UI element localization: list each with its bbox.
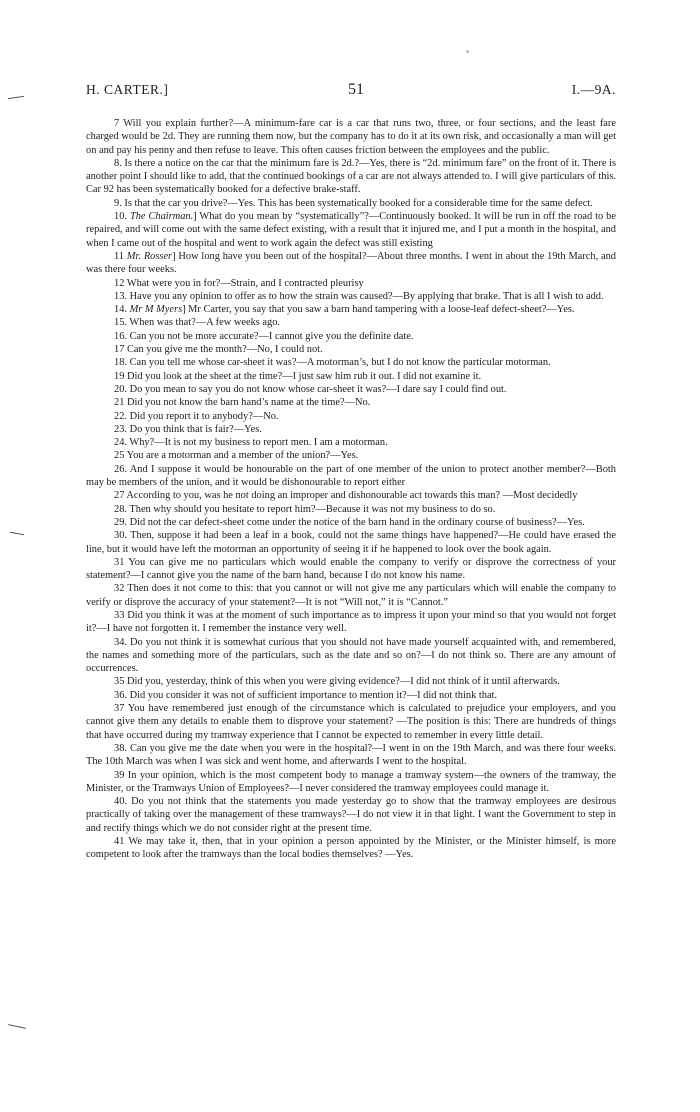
paragraph-text: 23. Do you think that is fair?—Yes. — [114, 423, 262, 435]
testimony-paragraph — [86, 316, 616, 329]
testimony-paragraph — [86, 157, 616, 197]
testimony-paragraph — [86, 303, 616, 316]
testimony-paragraph — [86, 769, 616, 796]
testimony-paragraph — [86, 410, 616, 423]
testimony-paragraph — [86, 835, 616, 862]
paragraph-text: ] What do you mean by “systematically”?—Continuously booked. It will be run in off the road to be repaired, and will come out with the same defect existing, with a result that it injured me, and I put a month in the hospital, and when I came out of the hospital and went to work again the defect was still existing — [86, 211, 616, 249]
testimony-paragraph — [86, 277, 616, 290]
paragraph-text: 33 Did you think it was at the moment of such importance as to impress it upon your mind so that you would not forget it?—I have not forgotten it. I remember the instance very well. — [86, 609, 616, 635]
testimony-text — [86, 117, 616, 862]
paragraph-text: 38. Can you give me the date when you were in the hospital?—I went in on the 19th March, and was there four weeks. The 10th March was when I was sick and went home, and afterwards I went to the hospital. — [86, 742, 616, 768]
paragraph-text: 26. And I suppose it would be honourable on the part of one member of the union to protect another member?—Both may be members of the union, and it would be dishonourable to report either — [86, 463, 616, 489]
question-number: 14. — [114, 304, 130, 316]
testimony-paragraph — [86, 396, 616, 409]
paragraph-text: 9. Is that the car you drive?—Yes. This has been systematically booked for a considerable time for the same defect. — [114, 197, 593, 209]
testimony-paragraph — [86, 675, 616, 688]
testimony-paragraph — [86, 330, 616, 343]
testimony-paragraph — [86, 343, 616, 356]
margin-mark-bottom — [8, 1024, 26, 1029]
testimony-paragraph — [86, 250, 616, 277]
testimony-paragraph — [86, 636, 616, 676]
paragraph-text: 12 What were you in for?—Strain, and I contracted pleurisy — [114, 277, 364, 289]
paragraph-text: 20. Do you mean to say you do not know whose car-sheet it was?—I dare say I could find out. — [114, 383, 507, 395]
paragraph-text: 28. Then why should you hesitate to report him?—Because it was not my business to do so. — [114, 503, 496, 515]
testimony-paragraph — [86, 383, 616, 396]
page-number: 51 — [348, 81, 364, 98]
testimony-paragraph — [86, 516, 616, 529]
speaker-name: The Chairman. — [129, 211, 194, 223]
paragraph-text: 34. Do you not think it is somewhat curious that you should not have made yourself acquainted with, and remembered, the names and something more of the particulars, such as the date and so on?—I do not think so. There are any amount of occurrences. — [86, 636, 616, 675]
paragraph-text: 18. Can you tell me whose car-sheet it was?—A motorman’s, but I do not know the particular motorman. — [114, 357, 551, 369]
paragraph-text: 30. Then, suppose it had been a leaf in a book, could not the same things have happened?—He could have erased the line, but it would have left the motorman an opportunity of seeing it if he happened to look over the book again. — [86, 530, 616, 555]
testimony-paragraph — [86, 795, 616, 835]
testimony-paragraph — [86, 503, 616, 516]
testimony-paragraph — [86, 117, 616, 157]
paragraph-text: 32 Then does it not come to this: that you cannot or will not give me any particulars which will enable the company to verify or disprove the accuracy of your statement?—It is not “Will not,” it is “Cannot.” — [86, 583, 616, 608]
testimony-paragraph — [86, 689, 616, 702]
paragraph-text: 41 We may take it, then, that in your opinion a person appointed by the Minister, or the Minister himself, is more competent to look after the tramways than the local bodies themselves? —Yes. — [86, 836, 616, 861]
question-number: 11 — [114, 250, 127, 262]
paragraph-text: 39 In your opinion, which is the most competent body to manage a tramway system—the owners of the tramway, the Minister, or the Tramways Union of Employees?—I never considered the tramway employees could manage it. — [86, 769, 616, 794]
paragraph-text: 17 Can you give me the month?—No, I could not. — [114, 344, 323, 356]
paragraph-text: ] How long have you been out of the hospital?—About three months. I went in about the 19th March, and was there four weeks. — [86, 250, 616, 276]
paragraph-text: 36. Did you consider it was not of sufficient importance to mention it?—I did not think that. — [114, 689, 498, 701]
testimony-paragraph — [86, 290, 616, 303]
testimony-paragraph — [86, 609, 616, 636]
testimony-paragraph — [86, 742, 616, 769]
testimony-paragraph — [86, 463, 616, 490]
paragraph-text: 22. Did you report it to anybody?—No. — [114, 410, 279, 422]
testimony-paragraph — [86, 529, 616, 556]
testimony-paragraph — [86, 436, 616, 449]
margin-mark-middle — [10, 532, 24, 535]
margin-mark-top — [8, 96, 24, 99]
testimony-paragraph — [86, 582, 616, 609]
paragraph-text: 35 Did you, yesterday, think of this when you were giving evidence?—I did not think of it until afterwards. — [114, 676, 560, 688]
paragraph-text: 37 You have remembered just enough of the circumstance which is calculated to prejudice your employers, and you cannot give them any details to enable them to disprove your statement? —The position is this: There are hundreds of things that have occurred during my tramway experience that I cannot be expected to remember in every little detail. — [86, 703, 616, 741]
speaker-name: Mr M Myers — [129, 304, 183, 316]
header-witness: H. CARTER.] — [86, 82, 169, 97]
question-number: 10. — [114, 211, 130, 223]
page-header — [86, 82, 616, 102]
testimony-paragraph — [86, 423, 616, 436]
scan-speck — [466, 50, 469, 53]
testimony-paragraph — [86, 197, 616, 210]
testimony-paragraph — [86, 356, 616, 369]
paragraph-text: 13. Have you any opinion to offer as to how the strain was caused?—By applying that brake. That is all I wish to add. — [114, 290, 604, 302]
paragraph-text: 21 Did you not know the barn hand’s name at the time?—No. — [114, 397, 371, 409]
paragraph-text: 24. Why?—It is not my business to report men. I am a motorman. — [114, 437, 388, 449]
paragraph-text: 8. Is there a notice on the car that the minimum fare is 2d.?—Yes, there is “2d. minimum fare” on the front of it. There is another point I should like to add, that the continued bookings of a car are not always attended to. I will give particulars of this. Car 92 has been systematically booked for a defective brake-staff. — [86, 157, 616, 196]
paragraph-text: 15. When was that?—A few weeks ago. — [114, 317, 281, 329]
paragraph-text: 16. Can you not be more accurate?—I cannot give you the definite date. — [114, 330, 414, 342]
testimony-paragraph — [86, 556, 616, 583]
header-paper-ref: I.—9A. — [571, 82, 616, 97]
paragraph-text: 19 Did you look at the sheet at the time?—I just saw him rub it out. I did not examine it. — [114, 370, 482, 382]
testimony-paragraph — [86, 702, 616, 742]
paragraph-text: 27 According to you, was he not doing an improper and dishonourable act towards this man? —Most decidedly — [114, 490, 578, 502]
paragraph-text: 29. Did not the car defect-sheet come under the notice of the barn hand in the ordinary course of business?—Yes. — [114, 516, 585, 528]
paragraph-text: 25 You are a motorman and a member of the union?—Yes. — [114, 450, 359, 462]
testimony-paragraph — [86, 489, 616, 502]
testimony-paragraph — [86, 210, 616, 250]
paragraph-text: 7 Will you explain further?—A minimum-fare car is a car that runs two, three, or four sections, and the least fare charged would be 2d. They are running them now, but the company has to do it at its own risk, and occasionally a man will get on and pay his penny and then refuse to leave. This often causes friction between the employees and the public. — [86, 118, 616, 156]
testimony-paragraph — [86, 370, 616, 383]
testimony-paragraph — [86, 449, 616, 462]
paragraph-text: 31 You can give me no particulars which would enable the company to verify or disprove the correctness of your statement?—I cannot give you the name of the barn hand, because I do not know his name. — [86, 556, 616, 582]
paragraph-text: ] Mr Carter, you say that you saw a barn hand tampering with a loose-leaf defect-sheet?—Yes. — [182, 304, 575, 316]
paragraph-text: 40. Do you not think that the statements you made yesterday go to show that the tramway employees are desirous practically of taking over the management of these tramways?—I do not view it in that light. I want the Government to step in and rectify things which we do not consider right at the present time. — [86, 796, 616, 834]
speaker-name: Mr. Rosser — [126, 250, 173, 262]
